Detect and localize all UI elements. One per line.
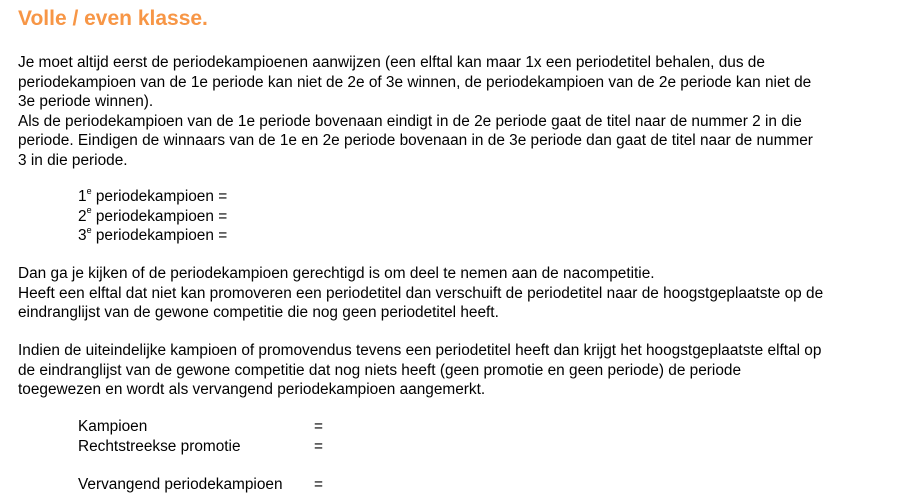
paragraph-line: Dan ga je kijken of de periodekampioen gerechtigd is om deel te nemen aan de nacompetitie.	[18, 265, 655, 282]
result-row	[78, 475, 323, 495]
paragraph-line: Heeft een elftal dat niet kan promoveren een periodetitel dan verschuift de periodetitel naar de hoogstgeplaatste op de	[18, 284, 824, 302]
period-label: periodekampioen =	[91, 188, 228, 205]
paragraph-line: Indien de uiteindelijke kampioen of promovendus tevens een periodetitel heeft dan krijgt het hoogstgeplaatste elftal op	[18, 342, 822, 359]
result-label: Rechtstreekse promotie	[78, 437, 241, 455]
ordinal-suffix: e	[86, 205, 92, 216]
ordinal-suffix: e	[86, 224, 92, 235]
period-champion-row	[78, 226, 227, 246]
nacompetitie-paragraph	[18, 264, 903, 323]
result-value: =	[314, 437, 323, 455]
paragraph-line: eindranglijst van de gewone competitie die nog geen periodetitel heeft.	[18, 304, 499, 321]
period-champion-list	[78, 187, 227, 246]
result-list	[78, 417, 323, 495]
paragraph-line: 3e periode winnen).	[18, 93, 154, 110]
result-row	[78, 437, 323, 457]
result-label: Kampioen	[78, 418, 148, 435]
paragraph-line: Je moet altijd eerst de periodekampioenen aanwijzen (een elftal kan maar 1x een periodetitel behalen, dus de	[18, 54, 765, 71]
intro-paragraph	[18, 53, 903, 170]
period-number: 2	[78, 207, 87, 225]
result-value: =	[314, 476, 323, 493]
result-value: =	[314, 418, 323, 435]
replacement-paragraph	[18, 341, 903, 400]
paragraph-line: periodekampioen van de 1e periode kan niet de 2e of 3e winnen, de periodekampioen van de 2e periode kan niet de	[18, 73, 812, 91]
period-champion-row	[78, 207, 227, 227]
paragraph-line: toegewezen en wordt als vervangend periodekampioen aangemerkt.	[18, 381, 486, 398]
period-number: 3	[78, 227, 87, 244]
period-label: periodekampioen =	[91, 207, 228, 225]
paragraph-line: periode. Eindigen de winnaars van de 1e en 2e periode bovenaan in de 3e periode dan gaat de titel naar de nummer	[18, 132, 813, 149]
paragraph-line: 3 in die periode.	[18, 151, 128, 169]
period-label: periodekampioen =	[91, 227, 228, 244]
result-label: Vervangend periodekampioen	[78, 476, 283, 493]
paragraph-line: Als de periodekampioen van de 1e periode bovenaan eindigt in de 2e periode gaat de titel naar de nummer 2 in die	[18, 112, 802, 130]
paragraph-line: de eindranglijst van de gewone competitie dat nog niets heeft (geen promotie en geen periode) de periode	[18, 361, 741, 379]
ordinal-suffix: e	[86, 185, 92, 196]
result-row	[78, 417, 323, 437]
period-number: 1	[78, 188, 87, 205]
period-champion-row	[78, 187, 227, 207]
page-title: Volle / even klasse.	[18, 7, 208, 30]
